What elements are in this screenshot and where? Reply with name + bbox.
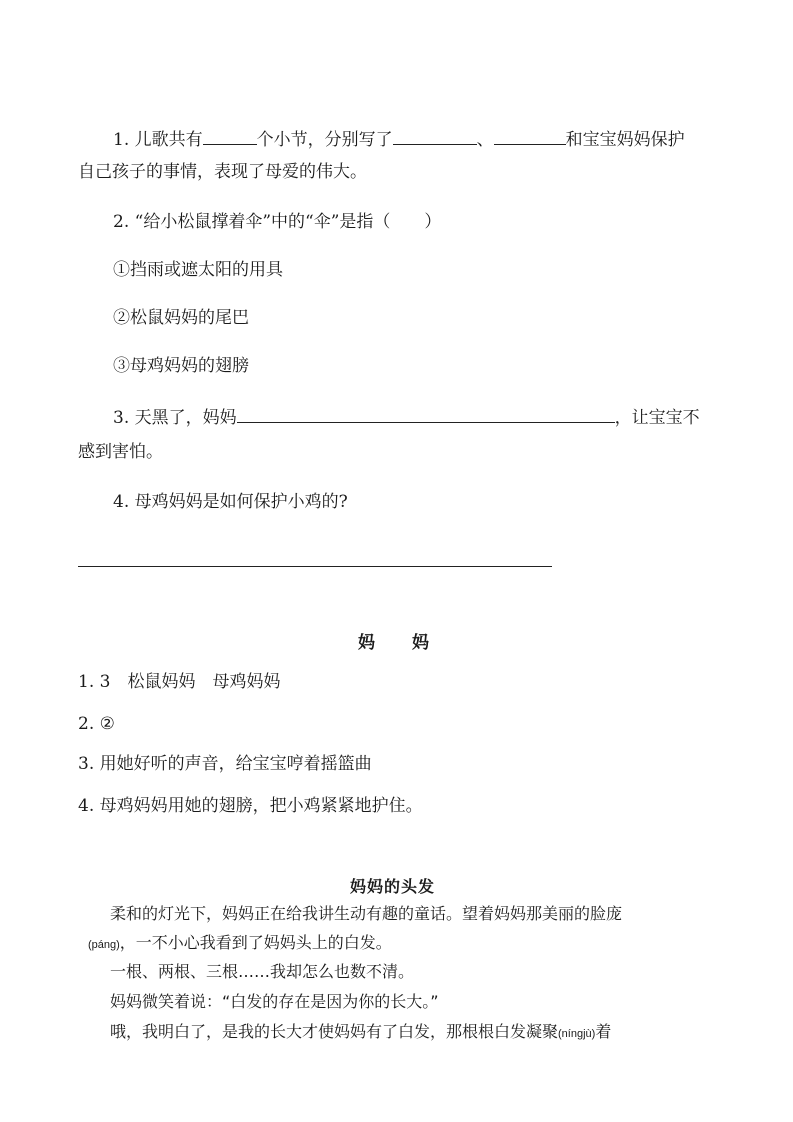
question-4: 4. 母鸡妈妈是如何保护小鸡的?	[113, 492, 348, 512]
q1-text-a: 1. 儿歌共有	[113, 130, 203, 150]
answer-2: 2. ②	[78, 714, 115, 734]
story-p4-line1	[110, 1020, 611, 1046]
answer-4: 4. 母鸡妈妈用她的翅膀，把小鸡紧紧地护住。	[78, 796, 423, 816]
story-p2: 一根、两根、三根……我却怎么也数不清。	[110, 962, 415, 981]
pinyin-ningju: (níngjù)	[558, 1028, 596, 1040]
q1-text-c: 、	[476, 130, 494, 150]
q2-option-2: ②松鼠妈妈的尾巴	[113, 308, 249, 328]
q2-option-3: ③母鸡妈妈的翅膀	[113, 356, 249, 376]
story-p1-line2	[88, 931, 392, 957]
q3-text-a: 3. 天黑了，妈妈	[113, 408, 237, 428]
story-p4-text: 哦，我明白了，是我的长大才使妈妈有了白发，那根根白发凝聚	[110, 1022, 559, 1041]
story-p1-line1: 柔和的灯光下，妈妈正在给我讲生动有趣的童话。望着妈妈那美丽的脸庞	[110, 904, 623, 923]
story-title: 妈妈的头发	[350, 877, 436, 896]
story-p4-end: 着	[595, 1022, 612, 1041]
q1-blank-second[interactable]	[494, 126, 566, 145]
question-3-line-1	[113, 404, 700, 430]
q3-blank[interactable]	[237, 404, 615, 423]
question-1-line-2: 自己孩子的事情，表现了母爱的伟大。	[78, 162, 367, 182]
answer-1: 1. 3 松鼠妈妈 母鸡妈妈	[78, 672, 281, 692]
answer-3: 3. 用她好听的声音，给宝宝哼着摇篮曲	[78, 754, 372, 774]
q3-text-b: ，让宝宝不	[614, 408, 700, 428]
story-p1-rest: ，一不小心我看到了妈妈头上的白发。	[119, 933, 392, 952]
q2-option-1: ①挡雨或遮太阳的用具	[113, 260, 283, 280]
answer-title: 妈 妈	[358, 633, 430, 653]
q1-text-d: 和宝宝妈妈保护	[565, 130, 685, 150]
q1-blank-first[interactable]	[393, 126, 477, 145]
story-p3: 妈妈微笑着说：“白发的存在是因为你的长大。”	[110, 992, 439, 1011]
pinyin-pang: (páng)	[88, 939, 120, 951]
q1-blank-count[interactable]	[203, 126, 257, 145]
question-3-line-2: 感到害怕。	[78, 442, 163, 462]
question-2: 2. “给小松鼠撑着伞”中的“伞”是指（ ）	[113, 212, 442, 232]
question-1-line-1	[113, 126, 685, 152]
q1-text-b: 个小节，分别写了	[256, 130, 393, 150]
q4-answer-line[interactable]	[78, 566, 552, 567]
